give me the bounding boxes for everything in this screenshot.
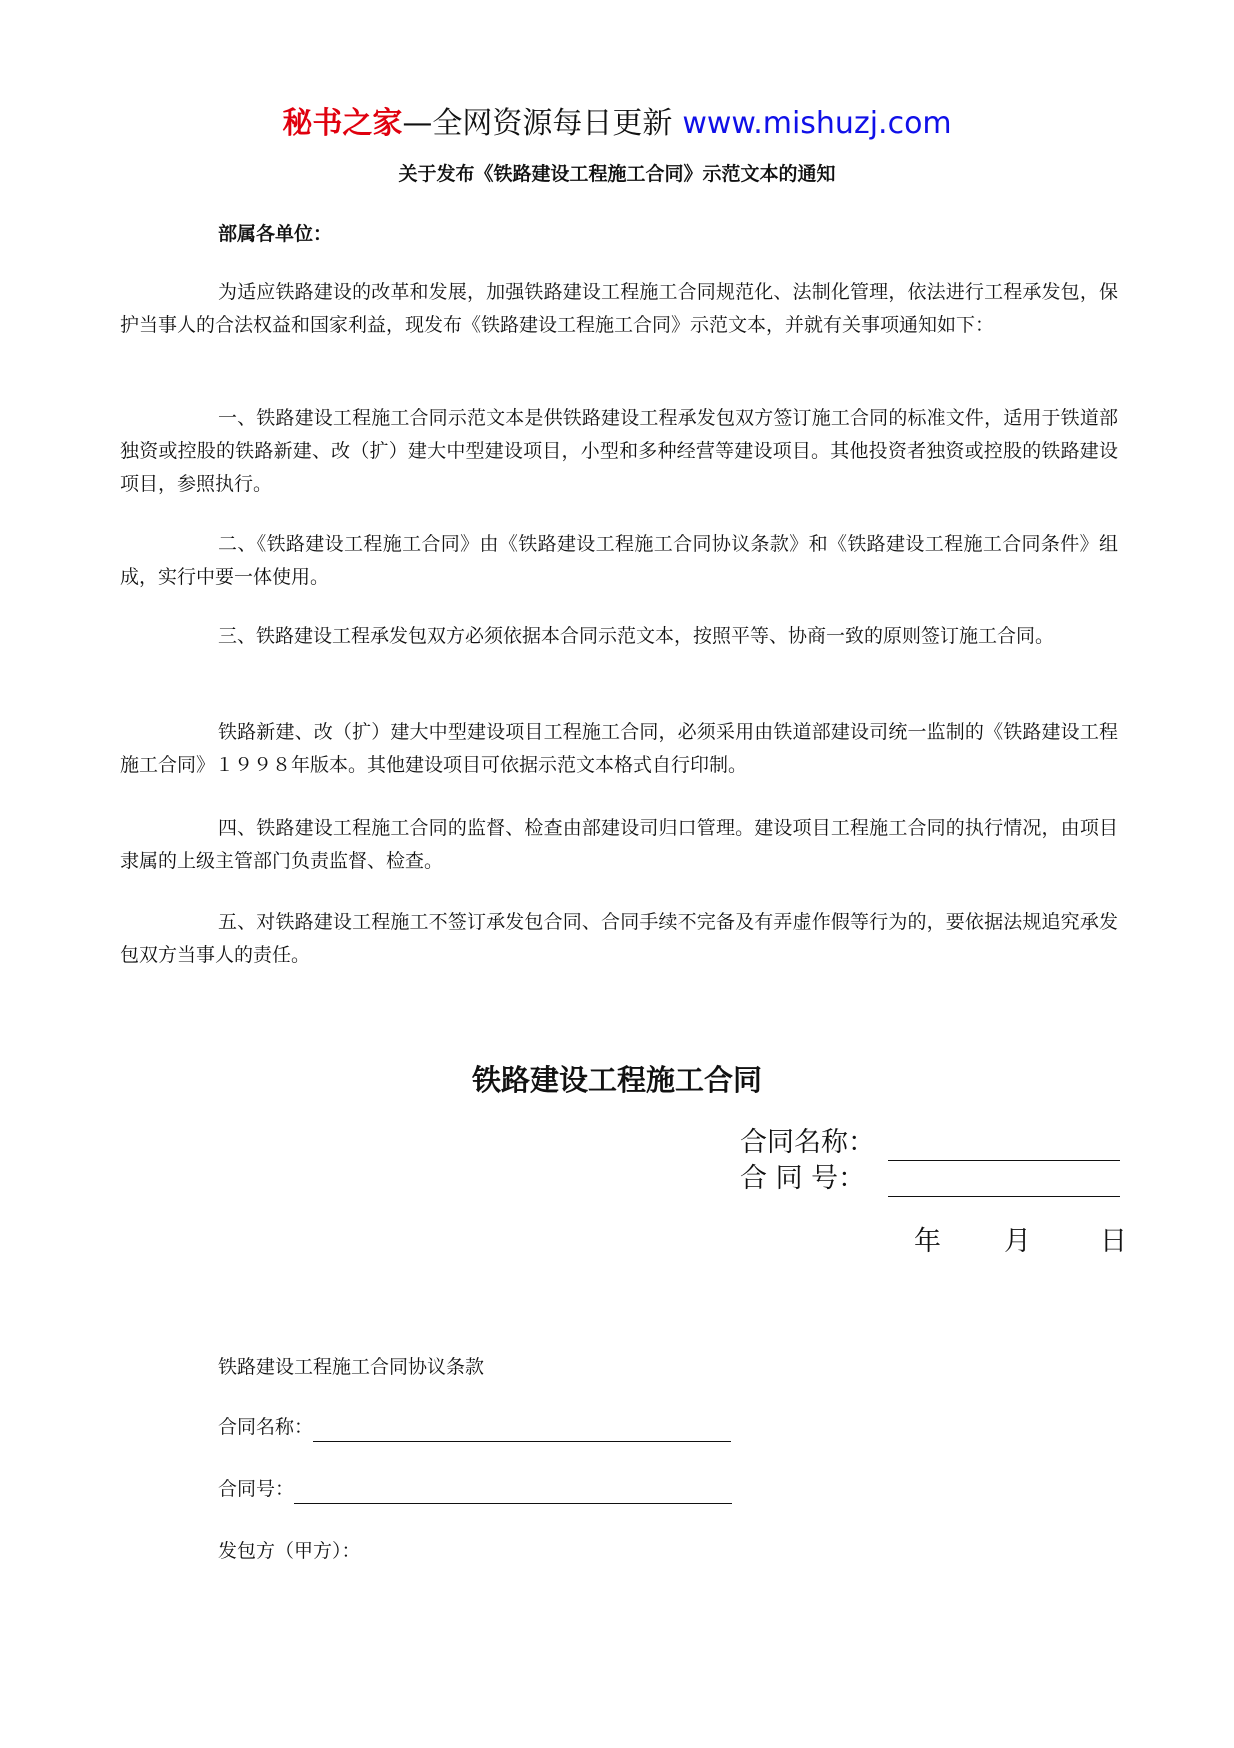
contract-number-label: 合 同 号： <box>740 1163 866 1194</box>
notice-paragraph-intro: 为适应铁路建设的改革和发展，加强铁路建设工程施工合同规范化、法制化管理，依法进行工程承发包，保护当事人的合法权益和国家利益，现发布《铁路建设工程施工合同》示范文本，并就有关事项通知如下： <box>120 281 1118 336</box>
contract-name-row <box>740 1125 1120 1161</box>
salutation: 部属各单位： <box>218 223 333 245</box>
date-year-label: 年 <box>914 1226 941 1257</box>
contract-name-label: 合同名称： <box>740 1127 875 1158</box>
contract-name-blank <box>888 1132 1120 1161</box>
agreement-number-row <box>218 1474 732 1504</box>
brand-url-link[interactable]: www.mishuzj.com <box>682 106 952 141</box>
contract-number-row <box>740 1161 1120 1197</box>
notice-title: 关于发布《铁路建设工程施工合同》示范文本的通知 <box>398 163 836 185</box>
notice-paragraph-2: 二、《铁路建设工程施工合同》由《铁路建设工程施工合同协议条款》和《铁路建设工程施工合同条件》组成，实行中要一体使用。 <box>120 533 1118 588</box>
notice-paragraph-3b: 铁路新建、改（扩）建大中型建设项目工程施工合同，必须采用由铁道部建设司统一监制的《铁路建设工程施工合同》１９９８年版本。其他建设项目可依据示范文本格式自行印制。 <box>120 721 1118 776</box>
notice-paragraph-5: 五、对铁路建设工程施工不签订承发包合同、合同手续不完备及有弄虚作假等行为的，要依据法规追究承发包双方当事人的责任。 <box>120 911 1118 966</box>
notice-paragraph-3: 三、铁路建设工程承发包双方必须依据本合同示范文本，按照平等、协商一致的原则签订施工合同。 <box>218 625 1055 647</box>
notice-paragraph-4: 四、铁路建设工程施工合同的监督、检查由部建设司归口管理。建设项目工程施工合同的执行情况，由项目隶属的上级主管部门负责监督、检查。 <box>120 817 1118 872</box>
contract-date <box>914 1224 1127 1260</box>
contract-number-blank <box>888 1168 1120 1197</box>
notice-paragraph-1: 一、铁路建设工程施工合同示范文本是供铁路建设工程承发包双方签订施工合同的标准文件，适用于铁道部独资或控股的铁路新建、改（扩）建大中型建设项目，小型和多种经营等建设项目。其他投资者独资或控股的铁路建设项目，参照执行。 <box>120 407 1118 495</box>
agreement-name-blank <box>313 1419 731 1442</box>
agreement-number-label: 合同号： <box>218 1478 295 1500</box>
date-day-label: 日 <box>1100 1226 1127 1257</box>
agreement-title: 铁路建设工程施工合同协议条款 <box>218 1356 485 1378</box>
agreement-number-blank <box>294 1481 732 1504</box>
party-a-label: 发包方（甲方）： <box>218 1540 361 1562</box>
agreement-name-label: 合同名称： <box>218 1416 314 1438</box>
site-banner <box>0 104 1234 144</box>
contract-title: 铁路建设工程施工合同 <box>471 1063 762 1097</box>
brand-name: 秘书之家 <box>282 106 403 141</box>
date-month-label: 月 <box>1004 1226 1031 1257</box>
brand-slogan: —全网资源每日更新 <box>402 106 673 141</box>
agreement-name-row <box>218 1412 731 1442</box>
contract-cover-fields <box>740 1125 1120 1197</box>
